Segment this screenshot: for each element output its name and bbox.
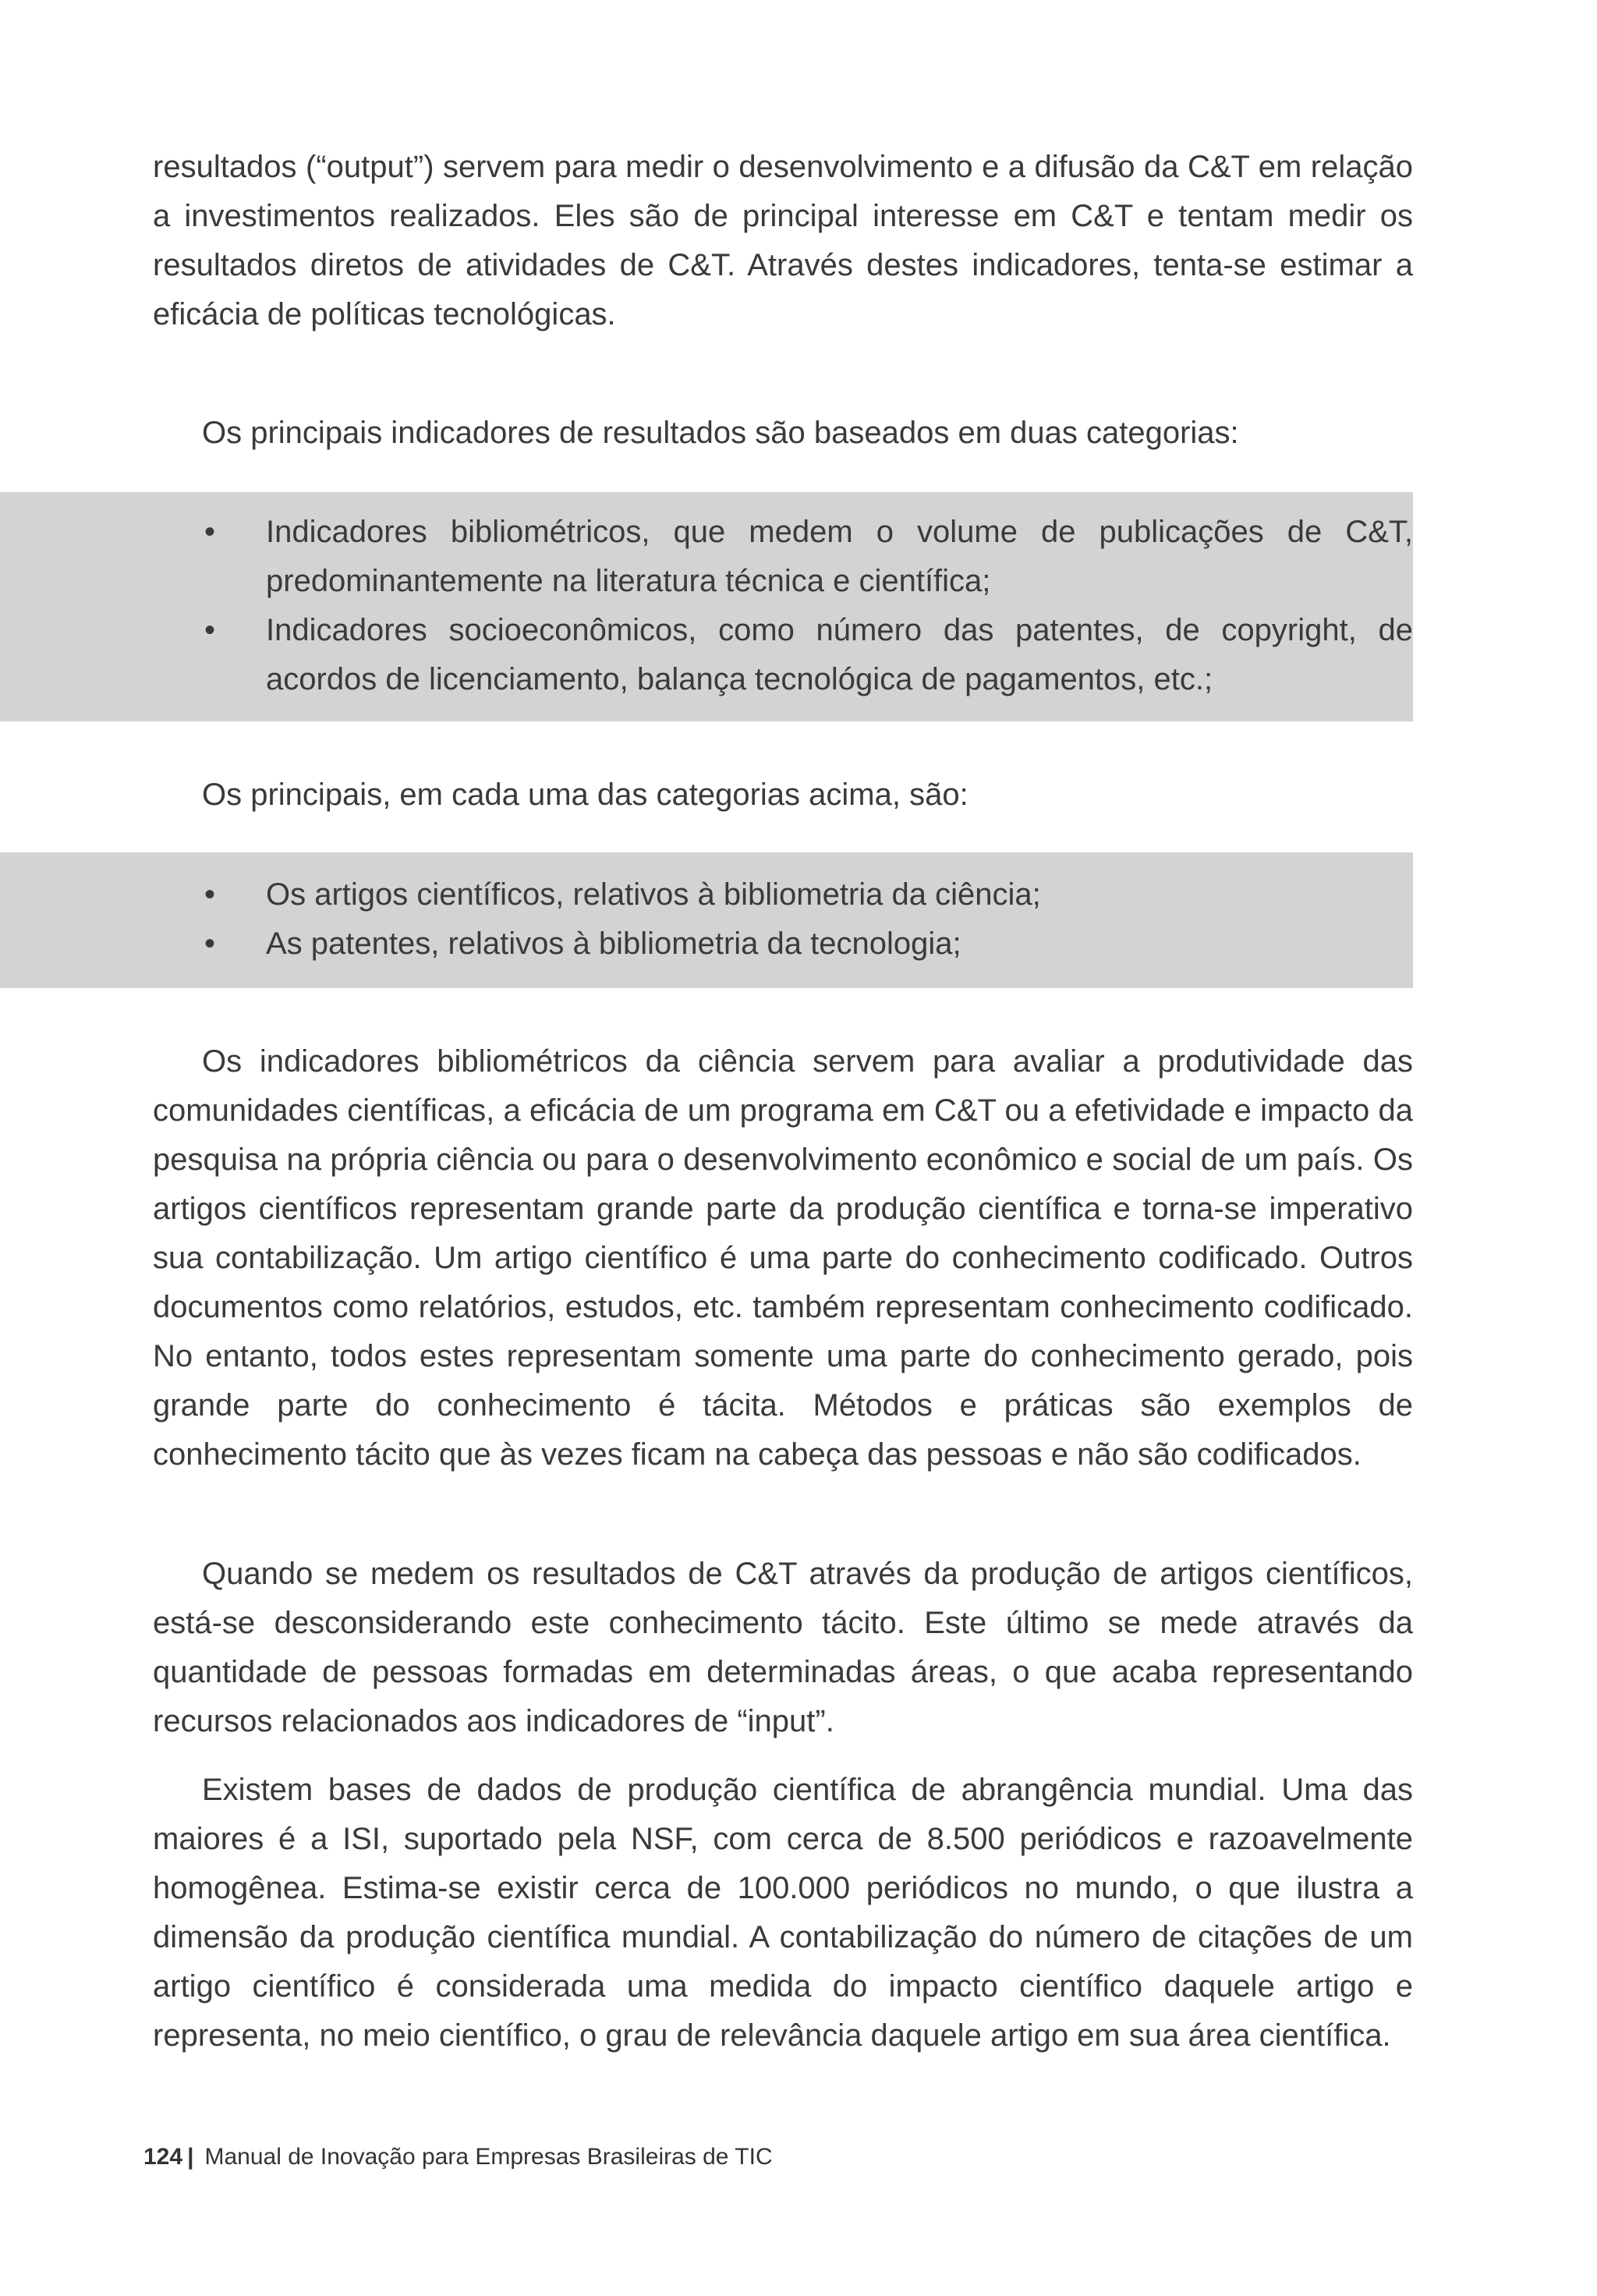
bullet-list-main-items <box>0 870 1413 969</box>
paragraph-databases: Existem bases de dados de produção científica de abrangência mundial. Uma das maiores é a ISI, suportado pela NSF, com cerca de 8.500 periódicos e razoavelmente homogênea. Estima-se existir cerca de 100.000 periódicos no mundo, o que ilustra a dimensão da produção científica mundial. A contabilização do número de citações de um artigo científico é considerada uma medida do impacto científico daquele artigo e representa, no meio científico, o grau de relevância daquele artigo em sua área científica. <box>153 1773 1413 2053</box>
list-item-text: Indicadores socioeconômicos, como número das patentes, de copyright, de acordos de licenciamento, balança tecnológica de pagamentos, etc.; <box>266 613 1413 696</box>
footer-separator: | <box>187 2144 194 2170</box>
book-title: Manual de Inovação para Empresas Brasileiras de TIC <box>204 2144 773 2170</box>
highlight-band-categories <box>0 492 1413 721</box>
list-item-text: Indicadores bibliométricos, que medem o volume de publicações de C&T, predominantemente na literatura técnica e científica; <box>266 515 1413 598</box>
bullet-list-categories <box>0 508 1413 704</box>
paragraph-tacit-knowledge: Quando se medem os resultados de C&T através da produção de artigos científicos, está-se desconsiderando este conhecimento tácito. Este último se mede através da quantidade de pessoas formadas em determinadas áreas, o que acaba representando recursos relacionados aos indicadores de “input”. <box>153 1557 1413 1738</box>
bullet-icon: • <box>204 613 216 647</box>
list-item <box>0 606 1413 704</box>
bullet-icon: • <box>204 927 216 961</box>
list-item-text: As patentes, relativos à bibliometria da tecnologia; <box>266 927 961 961</box>
bullet-icon: • <box>204 877 216 912</box>
list-item-text: Os artigos científicos, relativos à bibliometria da ciência; <box>266 877 1041 912</box>
page-number: 124 <box>143 2144 183 2170</box>
list-item <box>0 508 1413 606</box>
list-item <box>0 870 1413 919</box>
bullet-icon: • <box>204 515 216 549</box>
paragraph-outputs-intro: resultados (“output”) servem para medir o desenvolvimento e a difusão da C&T em relação a investimentos realizados. Eles são de principal interesse em C&T e tentam medir os resultados diretos de atividades de C&T. Através destes indicadores, tenta-se estimar a eficácia de políticas tecnológicas. <box>153 150 1413 331</box>
paragraph-bibliometric-indicators: Os indicadores bibliométricos da ciência servem para avaliar a produtividade das comunidades científicas, a eficácia de um programa em C&T ou a efetividade e impacto da pesquisa na própria ciência ou para o desenvolvimento econômico e social de um país. Os artigos científicos representam grande parte da produção científica e torna-se imperativo sua contabilização. Um artigo científico é uma parte do conhecimento codificado. Outros documentos como relatórios, estudos, etc. também representam conhecimento codificado. No entanto, todos estes representam somente uma parte do conhecimento gerado, pois grande parte do conhecimento é tácita. Métodos e práticas são exemplos de conhecimento tácito que às vezes ficam na cabeça das pessoas e não são codificados. <box>153 1044 1413 1472</box>
list-item <box>0 919 1413 969</box>
page-footer <box>143 2140 773 2174</box>
highlight-band-main-items <box>0 852 1413 988</box>
lead-main-items: Os principais, em cada uma das categorias acima, são: <box>202 778 968 812</box>
lead-categories: Os principais indicadores de resultados são baseados em duas categorias: <box>202 416 1239 450</box>
